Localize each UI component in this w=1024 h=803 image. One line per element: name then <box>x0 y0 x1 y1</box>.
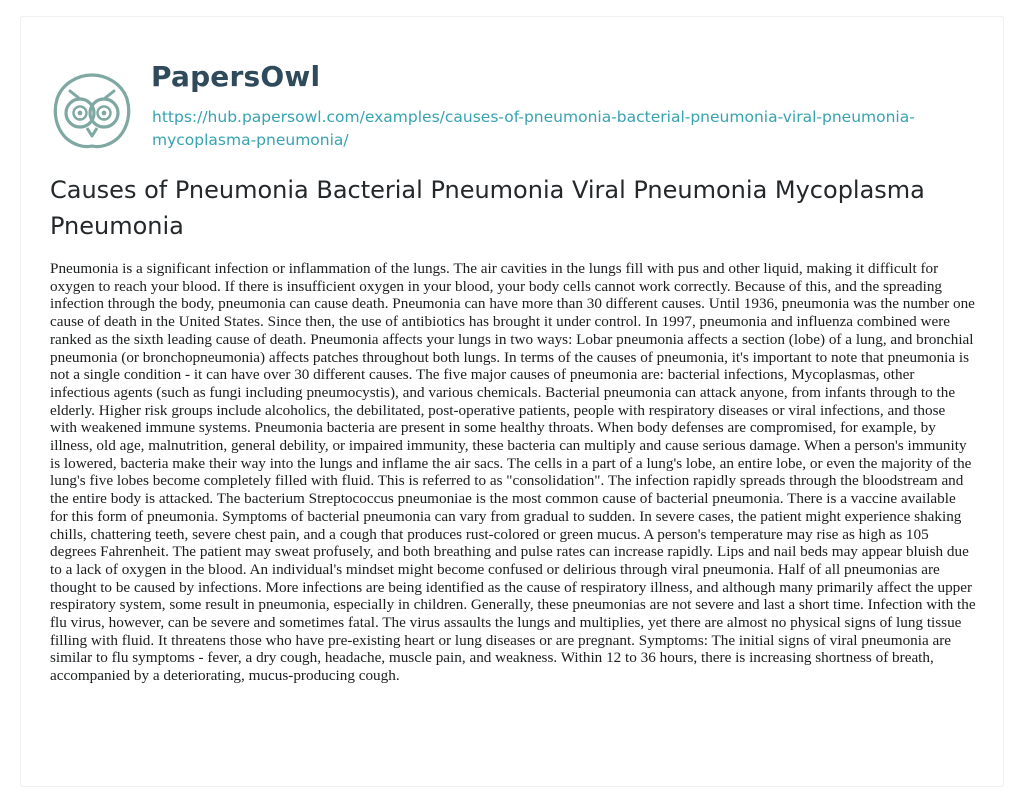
header <box>50 56 950 156</box>
essay-title: Causes of Pneumonia Bacterial Pneumonia Viral Pneumonia Mycoplasma Pneumonia <box>50 176 925 240</box>
owl-logo-icon <box>50 68 134 152</box>
source-url-link[interactable]: https://hub.papersowl.com/examples/causes-of-pneumonia-bacterial-pneumonia-viral-pneumonia-mycoplasma-pneumonia/ <box>152 108 915 149</box>
essay-body: Pneumonia is a significant infection or inflammation of the lungs. The air cavities in the lungs fill with pus and other liquid, making it difficult for oxygen to reach your blood. If there is insufficient oxygen in your blood, your body cells cannot work correctly. Because of this, and the spreading infection through the body, pneumonia can cause death. Pneumonia can have more than 30 different causes. Until 1936, pneumonia was the number one cause of death in the United States. Since then, the use of antibiotics has brought it under control. In 1997, pneumonia and influenza combined were ranked as the sixth leading cause of death. Pneumonia affects your lungs in two ways: Lobar pneumonia affects a section (lobe) of a lung, and bronchial pneumonia (or bronchopneumonia) affects patches throughout both lungs. In terms of the causes of pneumonia, it's important to note that pneumonia is not a single condition - it can have over 30 different causes. The five major causes of pneumonia are: bacterial infections, Mycoplasmas, other infectious agents (such as fungi including pneumocystis), and various chemicals. Bacterial pneumonia can attack anyone, from infants through to the elderly. Higher risk groups include alcoholics, the debilitated, post-operative patients, people with respiratory diseases or viral infections, and those with weakened immune systems. Pneumonia bacteria are present in some healthy throats. When body defenses are compromised, for example, by illness, old age, malnutrition, general debility, or impaired immunity, these bacteria can multiply and cause serious damage. When a person's immunity is lowered, bacteria make their way into the lungs and inflame the air sacs. The cells in a part of a lung's lobe, an entire lobe, or even the majority of the lung's five lobes become completely filled with fluid. This is referred to as "consolidation". The infection rapidly spreads through the bloodstream and the entire body is attacked. The bacterium Streptococcus pneumoniae is the most common cause of bacterial pneumonia. There is a vaccine available for this form of pneumonia. Symptoms of bacterial pneumonia can vary from gradual to sudden. In severe cases, the patient might experience shaking chills, chattering teeth, severe chest pain, and a cough that produces rust-colored or green mucus. A person's temperature may rise as high as 105 degrees Fahrenheit. The patient may sweat profusely, and both breathing and pulse rates can increase rapidly. Lips and nail beds may appear bluish due to a lack of oxygen in the blood. An individual's mindset might become confused or delirious through viral pneumonia. Half of all pneumonias are thought to be caused by infections. More infections are being identified as the cause of respiratory illness, and although many primarily affect the upper respiratory system, some result in pneumonia, especially in children. Generally, these pneumonias are not severe and last a short time. Infection with the flu virus, however, can be severe and sometimes fatal. The virus assaults the lungs and multiplies, yet there are almost no physical signs of lung tissue filling with fluid. It threatens those who have pre-existing heart or lung diseases or are pregnant. Symptoms: The initial signs of viral pneumonia are similar to flu symptoms - fever, a dry cough, headache, muscle pain, and weakness. Within 12 to 36 hours, there is increasing shortness of breath, accompanied by a deteriorating, mucus-producing cough. <box>50 260 976 685</box>
brand-name: PapersOwl <box>151 60 321 93</box>
